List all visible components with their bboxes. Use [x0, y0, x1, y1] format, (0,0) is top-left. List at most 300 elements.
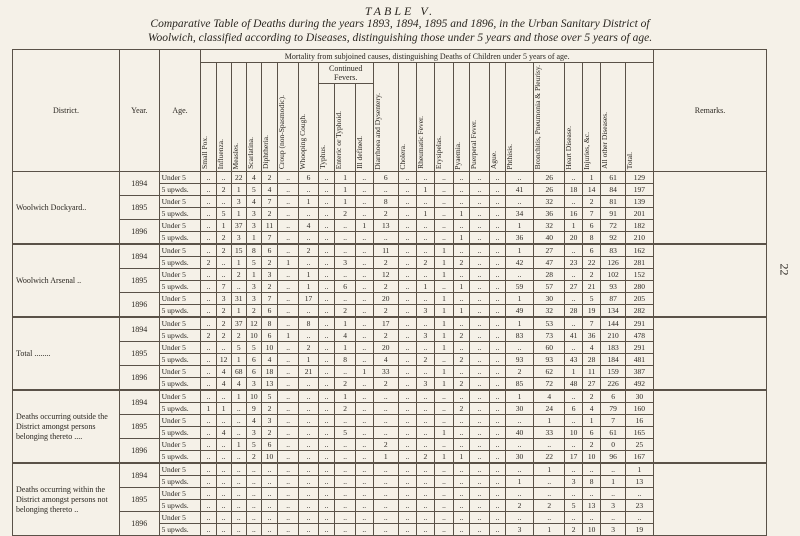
- value-cell: 2: [246, 451, 261, 464]
- value-cell: ..: [435, 390, 454, 403]
- value-cell: ..: [216, 439, 231, 451]
- value-cell: 20: [565, 232, 582, 245]
- value-cell: 20: [373, 293, 399, 305]
- value-cell: 93: [533, 354, 564, 366]
- value-cell: 2: [335, 403, 356, 415]
- value-cell: 3: [246, 427, 261, 439]
- value-cell: ..: [318, 512, 334, 524]
- age-cell: Under 5: [159, 488, 201, 500]
- mortality-table: [12, 49, 767, 536]
- value-cell: 2: [335, 378, 356, 391]
- value-cell: ..: [373, 476, 399, 488]
- value-cell: ..: [506, 512, 534, 524]
- value-cell: 1: [216, 403, 231, 415]
- value-cell: ..: [489, 317, 505, 330]
- value-cell: ..: [246, 512, 261, 524]
- value-cell: ..: [201, 488, 216, 500]
- table-row: [13, 390, 767, 403]
- value-cell: ..: [416, 439, 435, 451]
- year-cell: 1896: [120, 366, 160, 391]
- value-cell: ..: [489, 257, 505, 269]
- value-cell: 1: [201, 403, 216, 415]
- value-cell: ..: [335, 220, 356, 232]
- age-cell: 5 upwds.: [159, 330, 201, 342]
- value-cell: 27: [582, 378, 601, 391]
- value-cell: ..: [278, 184, 299, 196]
- column-header: All other Diseases.: [600, 112, 610, 170]
- value-cell: 59: [506, 281, 534, 293]
- value-cell: ..: [470, 427, 490, 439]
- value-cell: ..: [453, 342, 469, 354]
- value-cell: 22: [582, 257, 601, 269]
- district-cell: Woolwich Dockyard..: [13, 172, 120, 245]
- value-cell: 1: [453, 281, 469, 293]
- value-cell: 291: [625, 342, 653, 354]
- column-header: Ill defined.: [355, 136, 365, 170]
- value-cell: ..: [489, 488, 505, 500]
- value-cell: 5: [246, 439, 261, 451]
- value-cell: 62: [533, 366, 564, 378]
- value-cell: 5: [231, 342, 246, 354]
- value-cell: 162: [625, 244, 653, 257]
- value-cell: 1: [435, 451, 454, 464]
- value-cell: 25: [625, 439, 653, 451]
- value-cell: ..: [565, 439, 582, 451]
- value-cell: 3: [601, 500, 625, 512]
- value-cell: ..: [201, 220, 216, 232]
- value-cell: ..: [470, 269, 490, 281]
- value-cell: 61: [601, 172, 625, 184]
- value-cell: 8: [261, 317, 277, 330]
- value-cell: ..: [299, 403, 319, 415]
- value-cell: 4: [533, 390, 564, 403]
- value-cell: ..: [356, 354, 373, 366]
- value-cell: 21: [582, 281, 601, 293]
- value-cell: 183: [601, 342, 625, 354]
- value-cell: 7: [261, 232, 277, 245]
- value-cell: ..: [356, 232, 373, 245]
- value-cell: 28: [582, 354, 601, 366]
- value-cell: 33: [373, 366, 399, 378]
- column-header: Diphtheria.: [260, 135, 270, 170]
- value-cell: 1: [335, 390, 356, 403]
- value-cell: ..: [201, 476, 216, 488]
- value-cell: ..: [489, 439, 505, 451]
- value-cell: 1: [453, 305, 469, 318]
- value-cell: ..: [201, 500, 216, 512]
- value-cell: 10: [261, 342, 277, 354]
- year-cell: 1896: [120, 293, 160, 318]
- remarks-cell: [653, 463, 766, 536]
- value-cell: 31: [231, 293, 246, 305]
- value-cell: ..: [216, 451, 231, 464]
- value-cell: ..: [299, 488, 319, 500]
- value-cell: 28: [565, 305, 582, 318]
- value-cell: 6: [261, 244, 277, 257]
- age-cell: 5 upwds.: [159, 451, 201, 464]
- value-cell: 20: [373, 342, 399, 354]
- value-cell: ..: [278, 342, 299, 354]
- value-cell: 27: [533, 244, 564, 257]
- value-cell: ..: [201, 524, 216, 536]
- value-cell: 280: [625, 281, 653, 293]
- value-cell: ..: [335, 366, 356, 378]
- table-row: [13, 512, 767, 524]
- value-cell: 1: [231, 208, 246, 220]
- value-cell: ..: [278, 512, 299, 524]
- value-cell: 2: [261, 172, 277, 184]
- value-cell: 4: [261, 184, 277, 196]
- value-cell: 12: [373, 269, 399, 281]
- value-cell: ..: [373, 524, 399, 536]
- value-cell: ..: [489, 269, 505, 281]
- value-cell: ..: [416, 415, 435, 427]
- value-cell: 22: [533, 451, 564, 464]
- value-cell: 1: [506, 293, 534, 305]
- value-cell: ..: [216, 500, 231, 512]
- value-cell: ..: [435, 354, 454, 366]
- age-cell: 5 upwds.: [159, 305, 201, 318]
- value-cell: ..: [601, 463, 625, 476]
- value-cell: 8: [582, 232, 601, 245]
- value-cell: ..: [435, 463, 454, 476]
- remarks-cell: [653, 172, 766, 245]
- value-cell: ..: [299, 305, 319, 318]
- value-cell: ..: [299, 427, 319, 439]
- value-cell: 3: [246, 293, 261, 305]
- value-cell: 1: [435, 427, 454, 439]
- value-cell: ..: [470, 208, 490, 220]
- value-cell: 3: [246, 220, 261, 232]
- value-cell: ..: [318, 390, 334, 403]
- value-cell: ..: [416, 269, 435, 281]
- value-cell: ..: [299, 439, 319, 451]
- value-cell: ..: [356, 378, 373, 391]
- value-cell: ..: [416, 366, 435, 378]
- value-cell: 2: [373, 281, 399, 293]
- value-cell: ..: [453, 488, 469, 500]
- value-cell: ..: [356, 208, 373, 220]
- value-cell: ..: [399, 172, 416, 184]
- value-cell: ..: [453, 244, 469, 257]
- value-cell: ..: [261, 512, 277, 524]
- age-cell: Under 5: [159, 463, 201, 476]
- value-cell: 201: [625, 208, 653, 220]
- value-cell: ..: [356, 257, 373, 269]
- value-cell: ..: [453, 293, 469, 305]
- value-cell: ..: [318, 208, 334, 220]
- value-cell: 129: [625, 172, 653, 184]
- value-cell: ..: [489, 293, 505, 305]
- value-cell: 10: [582, 451, 601, 464]
- value-cell: 0: [601, 439, 625, 451]
- value-cell: ..: [470, 317, 490, 330]
- value-cell: ..: [435, 403, 454, 415]
- value-cell: 1: [416, 184, 435, 196]
- age-cell: 5 upwds.: [159, 427, 201, 439]
- value-cell: ..: [399, 439, 416, 451]
- value-cell: ..: [506, 269, 534, 281]
- value-cell: 36: [533, 208, 564, 220]
- value-cell: ..: [201, 172, 216, 184]
- value-cell: 197: [625, 184, 653, 196]
- value-cell: ..: [335, 524, 356, 536]
- value-cell: ..: [435, 476, 454, 488]
- value-cell: 11: [261, 220, 277, 232]
- value-cell: 36: [506, 232, 534, 245]
- column-header: Total.: [624, 152, 634, 170]
- value-cell: ..: [470, 415, 490, 427]
- value-cell: ..: [201, 378, 216, 391]
- value-cell: ..: [356, 488, 373, 500]
- value-cell: 4: [299, 220, 319, 232]
- table-row: [13, 415, 767, 427]
- value-cell: ..: [201, 439, 216, 451]
- value-cell: ..: [565, 488, 582, 500]
- value-cell: 1: [435, 330, 454, 342]
- value-cell: 6: [582, 427, 601, 439]
- value-cell: ..: [356, 330, 373, 342]
- value-cell: 4: [582, 342, 601, 354]
- value-cell: ..: [201, 463, 216, 476]
- value-cell: ..: [489, 524, 505, 536]
- age-cell: Under 5: [159, 512, 201, 524]
- value-cell: ..: [470, 500, 490, 512]
- age-cell: Under 5: [159, 390, 201, 403]
- value-cell: ..: [489, 378, 505, 391]
- value-cell: ..: [470, 439, 490, 451]
- value-cell: ..: [335, 293, 356, 305]
- year-cell: 1895: [120, 488, 160, 512]
- value-cell: 83: [506, 330, 534, 342]
- age-cell: 5 upwds.: [159, 208, 201, 220]
- value-cell: ..: [453, 463, 469, 476]
- value-cell: 92: [601, 232, 625, 245]
- value-cell: 7: [261, 196, 277, 208]
- value-cell: 23: [625, 500, 653, 512]
- value-cell: 1: [435, 317, 454, 330]
- value-cell: ..: [299, 463, 319, 476]
- value-cell: 2: [565, 524, 582, 536]
- value-cell: 14: [582, 184, 601, 196]
- value-cell: 2: [416, 257, 435, 269]
- value-cell: 2: [453, 257, 469, 269]
- value-cell: 3: [416, 305, 435, 318]
- column-header: Pyaemia.: [452, 141, 462, 170]
- value-cell: ..: [565, 172, 582, 184]
- value-cell: ..: [231, 403, 246, 415]
- value-cell: ..: [399, 378, 416, 391]
- age-cell: Under 5: [159, 293, 201, 305]
- value-cell: ..: [216, 512, 231, 524]
- value-cell: ..: [453, 427, 469, 439]
- value-cell: 6: [261, 305, 277, 318]
- value-cell: 2: [216, 184, 231, 196]
- value-cell: ..: [399, 330, 416, 342]
- value-cell: ..: [489, 512, 505, 524]
- value-cell: 160: [625, 403, 653, 415]
- value-cell: ..: [435, 281, 454, 293]
- value-cell: 1: [231, 305, 246, 318]
- value-cell: ..: [435, 184, 454, 196]
- value-cell: ..: [565, 293, 582, 305]
- value-cell: 1: [435, 342, 454, 354]
- value-cell: ..: [565, 512, 582, 524]
- value-cell: 26: [533, 172, 564, 184]
- value-cell: 1: [453, 208, 469, 220]
- value-cell: 226: [601, 378, 625, 391]
- value-cell: 1: [299, 269, 319, 281]
- age-cell: Under 5: [159, 172, 201, 184]
- value-cell: ..: [246, 476, 261, 488]
- value-cell: ..: [416, 232, 435, 245]
- value-cell: 8: [299, 317, 319, 330]
- column-header: Enteric or Typhoid.: [334, 111, 344, 170]
- value-cell: ..: [299, 208, 319, 220]
- value-cell: ..: [565, 196, 582, 208]
- value-cell: 1: [231, 184, 246, 196]
- value-cell: ..: [435, 172, 454, 184]
- value-cell: ..: [399, 415, 416, 427]
- value-cell: ..: [246, 500, 261, 512]
- value-cell: ..: [278, 220, 299, 232]
- value-cell: ..: [565, 342, 582, 354]
- value-cell: 16: [565, 208, 582, 220]
- value-cell: 2: [373, 208, 399, 220]
- value-cell: ..: [318, 451, 334, 464]
- value-cell: ..: [489, 463, 505, 476]
- value-cell: 1: [335, 184, 356, 196]
- value-cell: ..: [453, 366, 469, 378]
- value-cell: ..: [399, 500, 416, 512]
- value-cell: ..: [335, 415, 356, 427]
- value-cell: ..: [453, 269, 469, 281]
- value-cell: ..: [318, 415, 334, 427]
- value-cell: 96: [601, 451, 625, 464]
- value-cell: 5: [261, 390, 277, 403]
- value-cell: 5: [246, 184, 261, 196]
- value-cell: ..: [470, 172, 490, 184]
- value-cell: 1: [416, 281, 435, 293]
- value-cell: 32: [533, 305, 564, 318]
- value-cell: 1: [453, 451, 469, 464]
- value-cell: ..: [356, 439, 373, 451]
- value-cell: 87: [601, 293, 625, 305]
- value-cell: ..: [299, 330, 319, 342]
- value-cell: ..: [246, 524, 261, 536]
- value-cell: ..: [278, 244, 299, 257]
- value-cell: 10: [261, 451, 277, 464]
- value-cell: ..: [299, 415, 319, 427]
- value-cell: ..: [489, 330, 505, 342]
- age-cell: Under 5: [159, 244, 201, 257]
- value-cell: 10: [246, 330, 261, 342]
- value-cell: 2: [261, 403, 277, 415]
- value-cell: 1: [356, 366, 373, 378]
- table-row: [13, 172, 767, 184]
- value-cell: 205: [625, 293, 653, 305]
- age-cell: Under 5: [159, 317, 201, 330]
- value-cell: 5: [582, 293, 601, 305]
- value-cell: ..: [470, 244, 490, 257]
- value-cell: ..: [356, 281, 373, 293]
- age-cell: 5 upwds.: [159, 354, 201, 366]
- value-cell: 492: [625, 378, 653, 391]
- value-cell: ..: [278, 390, 299, 403]
- value-cell: ..: [373, 488, 399, 500]
- value-cell: ..: [506, 172, 534, 184]
- value-cell: ..: [318, 269, 334, 281]
- value-cell: 282: [625, 305, 653, 318]
- remarks-cell: [653, 244, 766, 317]
- value-cell: 93: [506, 354, 534, 366]
- value-cell: 2: [216, 244, 231, 257]
- value-cell: 1: [533, 415, 564, 427]
- value-cell: ..: [318, 330, 334, 342]
- value-cell: 47: [533, 257, 564, 269]
- value-cell: ..: [261, 488, 277, 500]
- column-header: Bronchitis, Pneumonia & Pleurisy.: [532, 65, 542, 170]
- value-cell: 5: [335, 427, 356, 439]
- value-cell: 4: [216, 427, 231, 439]
- value-cell: ..: [489, 342, 505, 354]
- value-cell: 7: [601, 415, 625, 427]
- value-cell: ..: [506, 488, 534, 500]
- value-cell: ..: [506, 415, 534, 427]
- value-cell: ..: [278, 172, 299, 184]
- year-cell: 1894: [120, 390, 160, 415]
- age-cell: Under 5: [159, 269, 201, 281]
- value-cell: ..: [489, 208, 505, 220]
- value-cell: 1: [435, 378, 454, 391]
- value-cell: ..: [201, 390, 216, 403]
- value-cell: ..: [470, 524, 490, 536]
- value-cell: ..: [416, 524, 435, 536]
- value-cell: ..: [435, 196, 454, 208]
- value-cell: ..: [356, 342, 373, 354]
- value-cell: ..: [201, 427, 216, 439]
- value-cell: ..: [278, 293, 299, 305]
- value-cell: 17: [299, 293, 319, 305]
- column-header: Puerperal Fever.: [469, 120, 479, 170]
- value-cell: 2: [582, 439, 601, 451]
- value-cell: ..: [601, 488, 625, 500]
- value-cell: 5: [246, 342, 261, 354]
- age-cell: Under 5: [159, 439, 201, 451]
- value-cell: ..: [278, 269, 299, 281]
- value-cell: ..: [373, 463, 399, 476]
- value-cell: 167: [625, 451, 653, 464]
- value-cell: ..: [216, 342, 231, 354]
- value-cell: ..: [246, 463, 261, 476]
- value-cell: 23: [565, 257, 582, 269]
- value-cell: 37: [231, 317, 246, 330]
- value-cell: 19: [582, 305, 601, 318]
- value-cell: ..: [565, 463, 582, 476]
- value-cell: ..: [335, 463, 356, 476]
- value-cell: ..: [216, 488, 231, 500]
- value-cell: 4: [216, 378, 231, 391]
- district-cell: Total ........: [13, 317, 120, 390]
- value-cell: ..: [356, 524, 373, 536]
- value-cell: ..: [246, 488, 261, 500]
- value-cell: 1: [435, 366, 454, 378]
- value-cell: 3: [246, 378, 261, 391]
- value-cell: 1: [335, 317, 356, 330]
- value-cell: 1: [435, 293, 454, 305]
- value-cell: ..: [216, 269, 231, 281]
- value-cell: ..: [231, 415, 246, 427]
